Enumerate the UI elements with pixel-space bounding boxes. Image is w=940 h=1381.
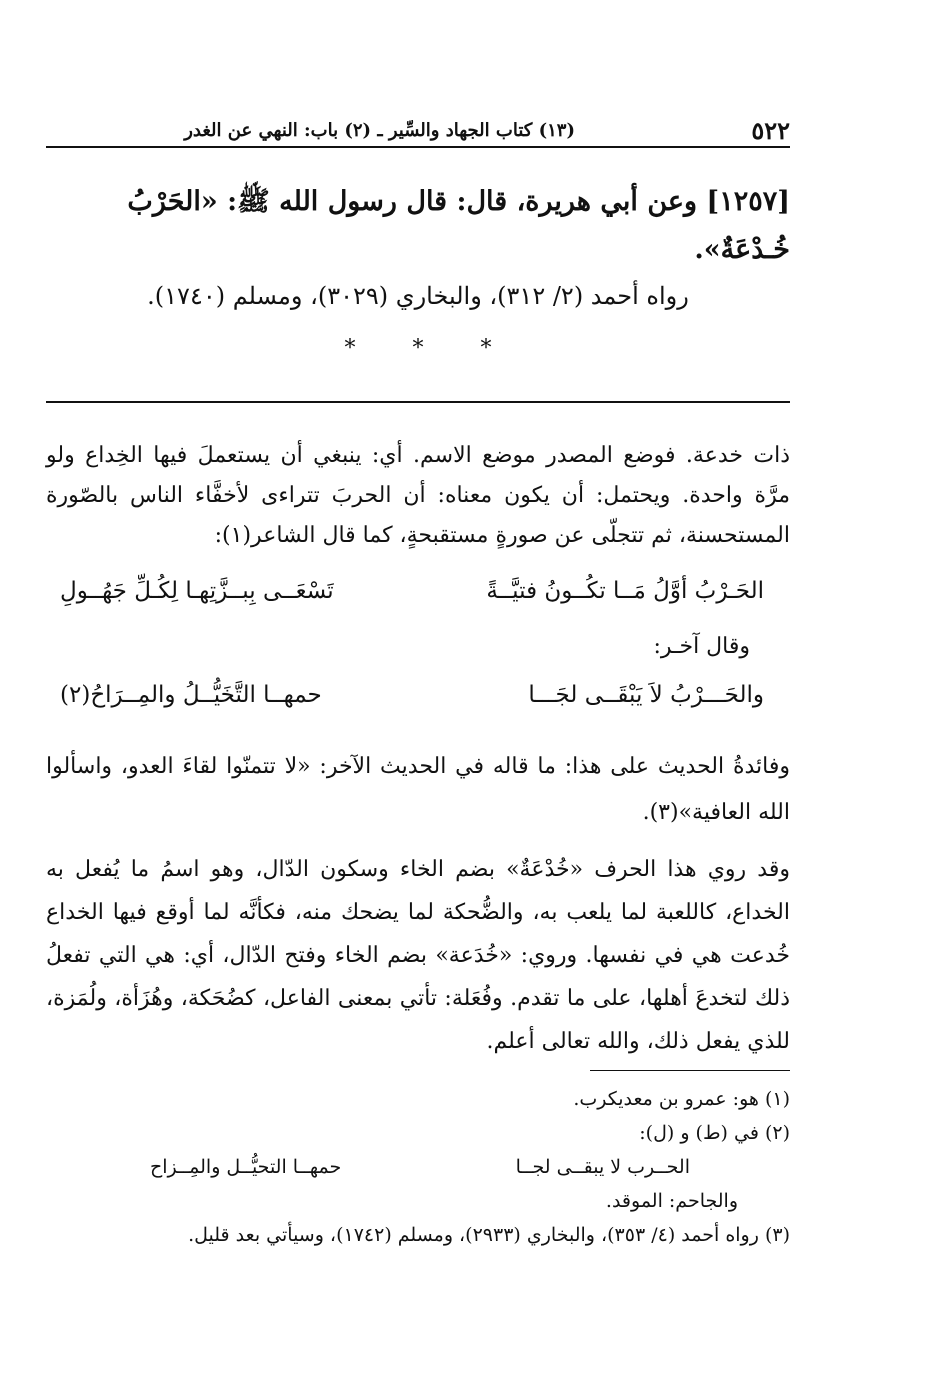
footnote-1: (١) هو: عمرو بن معديكرب. [573,1088,790,1110]
commentary-paragraph-2: وفائدةُ الحديث على هذا: ما قاله في الحديث الآخر: «لا تتمنّوا لقاءَ العدو، واسألوا الله العافية»(٣). [46,754,790,825]
verse-2-second-hemistich: حمهــا التَّخَيُّــلُ والمِــرَاحُ(٢) [60,682,322,708]
footnote-2-verse [150,1150,690,1184]
footnote-divider [590,1070,790,1071]
footnote-2: (٢) في (ط) و (ل): [639,1122,790,1144]
header-rule [46,146,790,148]
hadith-text: [١٢٥٧] وعن أبي هريرة، قال: قال رسول الله ﷺ: «الحَرْبُ خُـدْعَةٌ». [127,186,790,265]
verse-1-first-hemistich: الحَـرْبُ أوَّلُ مَــا تكُــونُ فتيَّــةً [486,578,764,604]
section-divider [46,401,790,403]
hadith-reference: رواه أحمد (٢/ ٣١٢)، والبخاري (٣٠٢٩)، ومسلم (١٧٤٠). [147,282,689,310]
verse-1 [60,578,764,604]
footnote-3: (٣) رواه أحمد (٤/ ٣٥٣)، والبخاري (٢٩٣٣)، ومسلم (١٧٤٢)، وسيأتي بعد قليل. [188,1224,790,1246]
verse-2-first-hemistich: والحَـــرْبُ لاَ يَبْقَــى لجَـــا [528,682,764,708]
verse-2 [60,682,764,708]
page-header [46,112,790,148]
page-number: ٥٢٢ [751,116,790,145]
separator-stars: * * * [344,336,492,361]
verse-2-intro: وقال آخـر: [653,634,750,659]
verse-1-second-hemistich: تَسْعَــى بِبــزَّتِهـا لِكُـلِّ جَهُــولِ [60,578,334,604]
commentary-paragraph-1: ذات خدعة. فوضع المصدر موضع الاسم. أي: ينبغي أن يستعملَ فيها الخِداع ولو مرَّة واحدة. ويحتمل: أن يكون معناه: أن الحربَ تتراءى لأخفَّاء الناس بالصّورة المستحسنة، ثم تتجلّى عن صورةٍ مستقبحةٍ، كما قال الشاعر(١): [46,443,790,548]
footnotes [46,1082,790,1252]
footnote-2-note: والجاحم: الموقد. [605,1190,738,1212]
footnote-2-verse-first: الحــرب لا يبقــى لجــا [515,1156,690,1178]
commentary-paragraph-3: وقد روي هذا الحرف «خُدْعَةٌ» بضم الخاء وسكون الدّال، وهو اسمُ ما يُفعل به الخداع، كاللعبة لما يلعب به، والضُّحكة لما يضحك منه، فكأنَّه لما أوقع فيها الخداع خُدعت هي في نفسها. وروي: «خُدَعة» بضم الخاء وفتح الدّال، أي: هي التي تفعلُ ذلك لتخدعَ أهلها، على ما تقدم. وفُعَلة: تأتي بمعنى الفاعل، كضُحَكة، وهُزَأة، ولُمَزة، للذي يفعل ذلك، والله تعالى أعلم. [46,857,790,1054]
footnote-2-verse-second: حمهــا التحيُّــل والمِــزاح [150,1156,342,1178]
running-title: (١٣) كتاب الجهاد والسِّير ـ (٢) باب: النهي عن الغدر [184,120,575,141]
